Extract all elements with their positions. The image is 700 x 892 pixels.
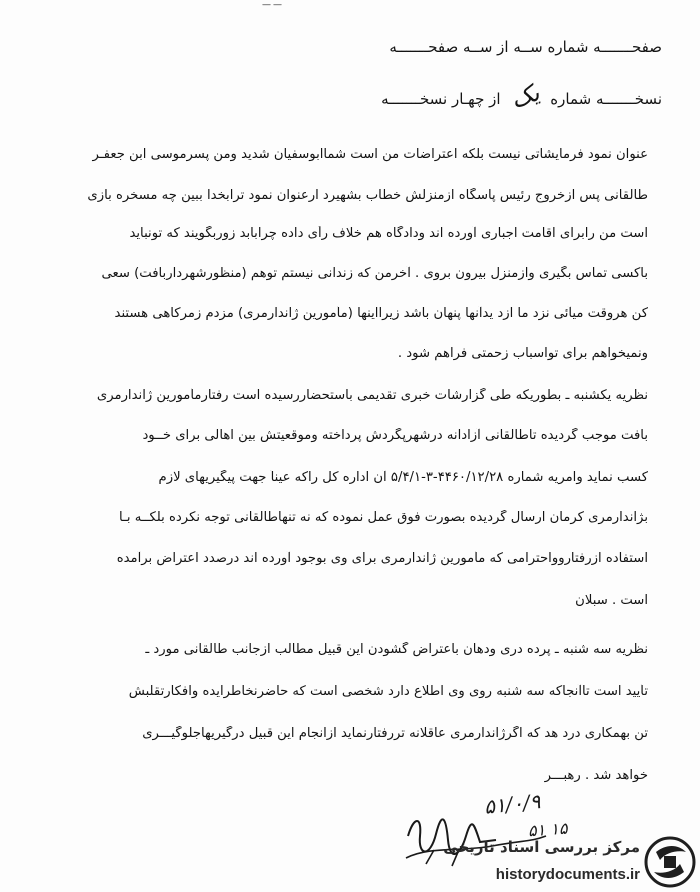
text-line: است . سبلان <box>575 593 648 608</box>
copy-number-line <box>381 78 662 114</box>
handwritten-mark: ۵۱ ۱۵ <box>527 818 569 841</box>
handwritten-date: ۵۱/۰/۹ <box>482 789 542 819</box>
text-line: طالقانی پس ازخروج رئیس پاسگاه ازمنزلش خطاب بشهیرد ارعنوان نمود ترابخدا ببین چه مسخره بازی <box>87 188 648 203</box>
handwritten-copy-number: یک <box>507 78 544 114</box>
text-line: استفاده ازرفتاروواحترامی که مأمورین ژاندارمری برای وی بوجود آورده اند درصدد اعتراض برآمده <box>116 551 648 566</box>
text-line: عنوان نمود فرمایشاتی نیست بلکه اعتراضات من است شماابوسفیان شدید ومن پسرموسی ابن جعفـر <box>92 147 648 162</box>
text-line: نظریه سه شنبه ـ پرده دری ودهان باعتراض گشودن این قبیل مطالب ازجانب طالقانی مورد ـ <box>145 642 648 657</box>
top-mark: —— <box>262 0 284 10</box>
text-line: کن هروقت میآئی نزد ما ازد یدآنها پنهان باشد زیرااینها (مأمورین ژاندارمری) مزدم زمرکاهی هستند <box>114 306 648 321</box>
text-line: نظریه یکشنبه ـ بطوریکه طی گزارشات خبری تقدیمی باستحضاررسیده است رفتارمأمورین ژاندارمری <box>96 388 648 403</box>
text-line: کسب نماید وامریه شماره ۴۴۶۰/۱۲/۲۸-۳-۵/۴/۱ آن اداره کل راکه عیناً جهت پیگیریهای لازم <box>158 470 648 485</box>
watermark-url: historydocuments.ir <box>495 866 640 883</box>
text-line: تن بهمکاری درد هد که اگرژاندارمری عاقلانه تررفتارنماید ازانجام این قبیل درگیریهاجلوگیـــری <box>142 726 648 741</box>
text-line: تأیید است تاآنجاکه سه شنبه روی وی اطلاع دارد شخصی است که حاضرنخاطرایده وافکارتقلبش <box>128 684 648 699</box>
text-line: است من رابرای اقامت اجباری آورده اند ودادگاه هم خلاف رأی داده چرابابد زوربگویند که تونباید <box>129 226 648 241</box>
page-number-line: صفحـــــــه شماره ســه از ســه صفحـــــــه <box>389 38 662 56</box>
text-line: بافت موجب گردیده تاطالقانی آزادانه درشهرپگردش پرداخته وموقعیتش بین اهالی برای خــود <box>142 428 648 443</box>
text-line: باکسی تماس بگیری وازمنزل بیرون بروی . آخرمن که زندانی نیستم توهم (منظورشهرداربافت) سعی <box>101 266 648 281</box>
text-line: خواهد شد . رهبـــر <box>544 768 648 783</box>
watermark-title: مرکز بررسی اسناد تاریخی <box>443 838 640 856</box>
archive-logo-icon <box>644 836 696 888</box>
copy-line-suffix: از چهـار نسخـــــــه <box>381 90 501 108</box>
copy-line-prefix: نسخـــــــه شماره <box>550 90 662 108</box>
text-line: بژاندارمری کرمان ارسال گردیده بصورت فوق عمل نموده که نه تنهاطالقانی توجه نکرده بلکــه بـا <box>118 510 648 525</box>
archive-watermark <box>442 834 696 890</box>
text-line: ونمیخواهم برای تواسباب زحمتی فراهم شود . <box>397 346 648 361</box>
